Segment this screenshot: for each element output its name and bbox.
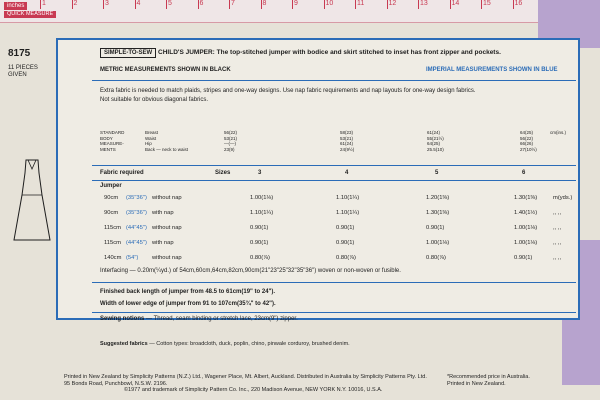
suggest-label: Suggested fabrics [100,341,148,347]
fabric-amount: 0.80(⅞) [336,255,356,261]
pattern-title: CHILD'S JUMPER: [158,49,215,56]
ruler-tick [72,0,73,9]
extra-line-1: Extra fabric is needed to match plaids, stripes and one-way designs. Use nap fabric requirements and nap layouts for one-way design fabrics. [100,88,476,94]
pieces-count: 11 PIECES GIVEN [8,65,38,78]
fabric-amount: 1.10(1¼) [336,210,360,216]
divider [92,180,576,181]
ruler-number: 16 [514,0,523,7]
fabric-amount: 0.90(1) [514,255,533,261]
size-5: 5 [435,170,439,176]
nap-type: with nap [152,210,174,216]
sizes-label: Sizes [215,170,231,176]
fabric-amount: 1.00(1⅛) [250,195,274,201]
ruler-number: 9 [294,0,298,7]
size-3: 3 [258,170,262,176]
suggested-fabrics [100,341,350,347]
measure-col-4 [340,130,354,152]
fabric-amount: 0.90(1) [336,240,355,246]
nap-type: with nap [152,240,174,246]
ruler-tick [103,0,104,9]
sewing-notions [100,316,298,322]
measure-value: 53(21) [340,135,354,141]
measure-value: 56(22) [224,130,238,135]
standard-body-label [100,130,124,152]
fabric-required-label: Fabric required [100,170,144,176]
fabric-amount: 0.90(1) [426,225,445,231]
size-6: 6 [522,170,526,176]
size-4: 4 [345,170,349,176]
measure-unit: cm(ins.) [550,130,566,135]
ruler-tick [292,0,293,9]
ruler-number: 11 [357,0,365,7]
ruler-number: 12 [388,0,397,7]
ruler-tick [324,0,325,9]
pattern-description: The top-stitched jumper with bodice and skirt stitched to inset has front zipper and pockets. [216,49,501,56]
suggest-text: — Cotton types: broadcloth, duck, poplin, chino, pinwale corduroy, brushed denim. [149,341,350,347]
fabric-width-imperial: (54") [126,255,139,261]
footer-line: Printed in New Zealand by Simplicity Patterns (N.Z.) Ltd., Wagener Place, Mt. Albert, Auckland. Distributed in Australia by Simplicity Patterns Pty. Ltd. [64,374,427,380]
fabric-amount: 1.00(1⅛) [514,240,538,246]
measuring-ruler [0,0,540,23]
ruler-tick [513,0,514,9]
sb-line: BODY [100,135,113,141]
fabric-width: 115cm [104,240,121,246]
amount-unit: ,, ,, [553,255,562,261]
fabric-amount: 1.10(1¼) [250,210,274,216]
printer-footer [64,374,427,394]
ruler-tick [418,0,419,9]
fabric-amount: 1.10(1¼) [336,195,360,201]
measure-value: 24(9½) [340,146,355,152]
ruler-tick [481,0,482,9]
dress-icon [12,155,52,245]
measure-value: 25.5(10) [427,146,444,152]
measure-value: 66(26) [520,141,534,146]
ruler-tick [355,0,356,9]
rec-line: Printed in New Zealand. [447,380,506,387]
sb-line: STANDARD [100,130,125,135]
measure-value: 23(9) [224,146,235,152]
ruler-number: 15 [483,0,491,7]
measure-col-3 [224,130,237,152]
extra-line-2: Not suitable for obvious diagonal fabrics. [100,97,209,103]
amount-unit: ,, ,, [553,210,562,216]
sb-line: MENTS [100,146,116,152]
ruler-number: 4 [136,0,141,7]
fabric-amount: 0.90(1) [250,225,269,231]
fabric-width-imperial: (44"45") [126,240,147,246]
lower-edge-width: Width of lower edge of jumper from 91 to 107cm(35¾" to 42"). [100,301,276,307]
ruler-sub: QUICK MEASURE [4,11,56,18]
fabric-amount: 0.90(1) [250,240,269,246]
amount-unit: ,, ,, [553,240,562,246]
fabric-width: 90cm [104,195,119,201]
measure-value: 53(21) [224,135,238,141]
ruler-tick [387,0,388,9]
fabric-amount: 0.80(⅞) [250,255,270,261]
ruler-tick [261,0,262,9]
fabric-width: 140cm [104,255,122,261]
ruler-tick [229,0,230,9]
measure-col-5 [427,130,444,152]
ruler-number: 14 [451,0,460,7]
pattern-header [100,48,570,58]
measure-value: 56(22) [520,135,534,141]
measure-value: 55(21½) [427,135,444,141]
extra-fabric-note [100,87,570,105]
divider [92,165,576,166]
fabric-width: 90cm [104,210,119,216]
fabric-amount: 1.40(1½) [514,210,538,216]
fabric-amount: 1.30(1⅜) [426,210,450,216]
notions-label: Sewing notions [100,316,145,322]
measure-value: 64(25) [427,141,441,146]
measure-value: 64(25) [520,130,534,135]
divider [92,312,576,313]
pattern-number: 8175 [8,48,31,59]
measure-value: —(—) [224,141,236,146]
finished-length: Finished back length of jumper from 48.5 to 61cm(19" to 24"). [100,289,276,295]
divider [92,282,576,283]
measure-label: Waist [145,135,157,141]
ruler-number: 3 [105,0,109,7]
ruler-number: 2 [73,0,78,7]
ruler-tick [40,0,41,9]
measure-value: 61(24) [340,141,354,146]
nap-type: without nap [152,225,182,231]
ruler-number: 6 [199,0,204,7]
jumper-section: Jumper [100,183,122,189]
ruler-tick [450,0,451,9]
fabric-width: 115cm [104,225,121,231]
nap-type: without nap [152,195,182,201]
measure-label: Hip [145,141,152,146]
ruler-tick [166,0,167,9]
footer-line: 95 Bonds Road, Punchbowl, N.S.W. 2196. [64,380,168,387]
sb-line: MEASURE- [100,141,124,146]
fabric-amount: 1.20(1⅜) [426,195,450,201]
measure-labels [145,130,188,152]
metric-note: METRIC MEASUREMENTS SHOWN IN BLACK [100,67,231,73]
fabric-width-imperial: (35"36") [126,210,147,216]
rec-line: *Recommended price in Australia. [447,374,530,380]
ruler-label: inches [4,2,27,10]
ruler-tick [198,0,199,9]
interfacing-note: Interfacing — 0.20m(¼yd.) of 54cm,60cm,64cm,82cm,90cm(21"23"25"32"35"36") woven or non-woven or fusible. [100,268,401,274]
recommended-price [447,374,530,387]
simple-to-sew-badge: SIMPLE-TO-SEW [100,48,156,58]
divider [92,80,576,81]
ruler-number: 7 [231,0,235,7]
ruler-number: 5 [168,0,172,7]
nap-type: without nap [152,255,182,261]
fabric-amount: 1.30(1⅜) [514,195,538,201]
amount-unit: ,, ,, [553,225,562,231]
pattern-info [8,48,54,79]
measure-label: Breast [145,130,159,135]
footer-line: ©1977 and trademark of Simplicity Pattern Co. Inc., 220 Madison Avenue, NEW YORK N.Y. 10016, U.S.A. [124,387,383,393]
measure-value: 27(10½) [520,146,537,152]
measure-col-6 [520,130,537,152]
measure-value: 58(23) [340,130,354,135]
amount-unit: m(yds.) [553,195,573,201]
ruler-tick [135,0,136,9]
fabric-amount: 0.80(⅞) [426,255,446,261]
ruler-number: 10 [325,0,334,7]
fabric-amount: 1.00(1⅛) [514,225,538,231]
measure-value: 61(24) [427,130,441,135]
ruler-number: 8 [262,0,267,7]
ruler-number: 1 [42,0,46,7]
fabric-amount: 0.90(1) [336,225,355,231]
fabric-width-imperial: (44"45") [126,225,147,231]
measure-label: Back — neck to waist [145,146,189,152]
fabric-width-imperial: (35"36") [126,195,147,201]
fabric-amount: 1.00(1⅛) [426,240,450,246]
notions-text: — Thread, seam binding or stretch lace, 23cm(9") zipper. [146,316,298,322]
ruler-number: 13 [420,0,428,7]
imperial-note: IMPERIAL MEASUREMENTS SHOWN IN BLUE [426,67,558,73]
